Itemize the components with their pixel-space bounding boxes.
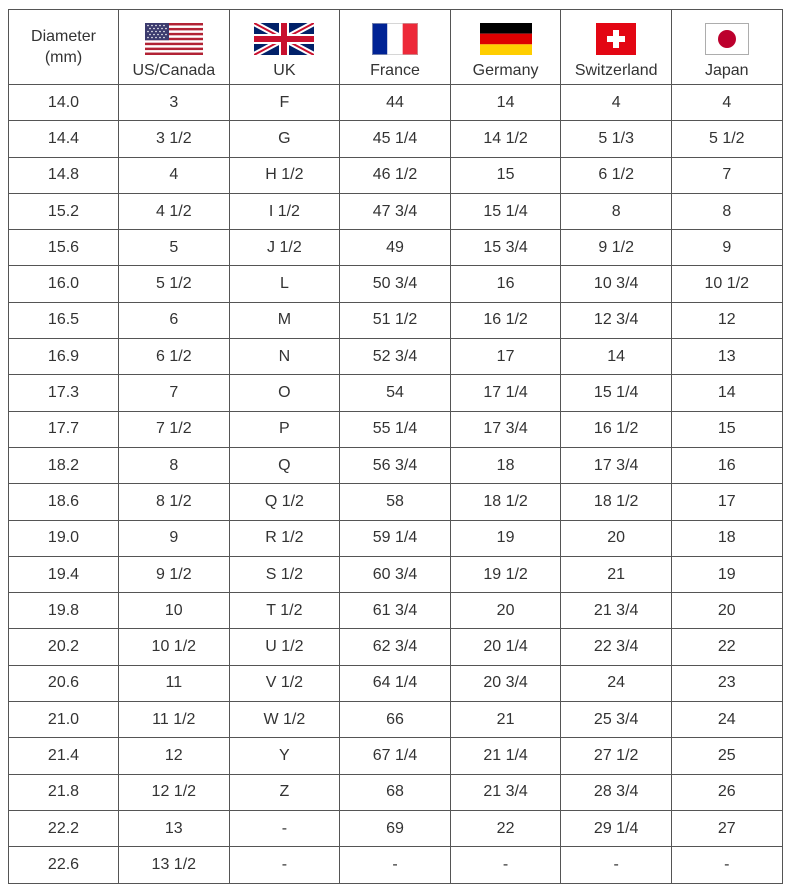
- uk-cell: Q 1/2: [229, 484, 340, 520]
- germany-cell: 17 3/4: [450, 411, 561, 447]
- japan-cell: 23: [671, 665, 782, 701]
- us-canada-label: US/Canada: [132, 62, 216, 79]
- us-canada-cell: 9: [119, 520, 230, 556]
- france-cell: 49: [340, 230, 451, 266]
- switzerland-cell: 27 1/2: [561, 738, 672, 774]
- diameter-cell: 16.9: [9, 339, 119, 375]
- switzerland-cell: 12 3/4: [561, 302, 672, 338]
- japan-cell: 24: [671, 702, 782, 738]
- diameter-cell: 14.8: [9, 157, 119, 193]
- uk-cell: Z: [229, 774, 340, 810]
- japan-cell: 26: [671, 774, 782, 810]
- japan-cell: 22: [671, 629, 782, 665]
- us-canada-cell: 13: [119, 810, 230, 846]
- us-canada-cell: 10: [119, 593, 230, 629]
- germany-cell: 20 1/4: [450, 629, 561, 665]
- germany-header: [450, 10, 561, 85]
- diameter-cell: 17.3: [9, 375, 119, 411]
- uk-cell: N: [229, 339, 340, 375]
- france-flag-icon: [372, 23, 418, 55]
- germany-cell: 16: [450, 266, 561, 302]
- japan-cell: -: [671, 847, 782, 883]
- germany-cell: 20: [450, 593, 561, 629]
- uk-cell: M: [229, 302, 340, 338]
- japan-cell: 12: [671, 302, 782, 338]
- diameter-cell: 19.4: [9, 556, 119, 592]
- germany-cell: 17: [450, 339, 561, 375]
- france-cell: 67 1/4: [340, 738, 451, 774]
- uk-cell: W 1/2: [229, 702, 340, 738]
- diameter-cell: 20.2: [9, 629, 119, 665]
- france-cell: 46 1/2: [340, 157, 451, 193]
- japan-cell: 4: [671, 85, 782, 121]
- diameter-cell: 14.4: [9, 121, 119, 157]
- uk-cell: T 1/2: [229, 593, 340, 629]
- diameter-cell: 17.7: [9, 411, 119, 447]
- switzerland-cell: 20: [561, 520, 672, 556]
- diameter-header: [9, 10, 119, 85]
- diameter-cell: 16.0: [9, 266, 119, 302]
- france-cell: 54: [340, 375, 451, 411]
- switzerland-cell: 6 1/2: [561, 157, 672, 193]
- france-cell: 52 3/4: [340, 339, 451, 375]
- germany-cell: 14 1/2: [450, 121, 561, 157]
- switzerland-cell: 21 3/4: [561, 593, 672, 629]
- uk-cell: I 1/2: [229, 193, 340, 229]
- table-row: [9, 556, 783, 592]
- diameter-cell: 16.5: [9, 302, 119, 338]
- france-cell: 59 1/4: [340, 520, 451, 556]
- germany-cell: 15: [450, 157, 561, 193]
- japan-cell: 5 1/2: [671, 121, 782, 157]
- us-flag-icon: [145, 23, 203, 55]
- germany-label: Germany: [472, 62, 539, 79]
- table-row: [9, 85, 783, 121]
- us-canada-cell: 8 1/2: [119, 484, 230, 520]
- diameter-cell: 21.8: [9, 774, 119, 810]
- france-cell: 64 1/4: [340, 665, 451, 701]
- diameter-cell: 15.6: [9, 230, 119, 266]
- table-row: [9, 665, 783, 701]
- switzerland-label: Switzerland: [574, 62, 658, 79]
- us-canada-cell: 6 1/2: [119, 339, 230, 375]
- uk-label: UK: [273, 62, 296, 79]
- germany-cell: 18 1/2: [450, 484, 561, 520]
- us-canada-header: [119, 10, 230, 85]
- table-row: [9, 774, 783, 810]
- table-row: [9, 411, 783, 447]
- france-cell: 60 3/4: [340, 556, 451, 592]
- switzerland-cell: 16 1/2: [561, 411, 672, 447]
- us-canada-cell: 4 1/2: [119, 193, 230, 229]
- japan-cell: 27: [671, 810, 782, 846]
- switzerland-cell: 21: [561, 556, 672, 592]
- diameter-cell: 15.2: [9, 193, 119, 229]
- switzerland-cell: 28 3/4: [561, 774, 672, 810]
- table-row: [9, 121, 783, 157]
- us-canada-cell: 3: [119, 85, 230, 121]
- germany-cell: 22: [450, 810, 561, 846]
- us-canada-cell: 13 1/2: [119, 847, 230, 883]
- us-canada-cell: 7: [119, 375, 230, 411]
- table-row: [9, 847, 783, 883]
- japan-cell: 7: [671, 157, 782, 193]
- us-canada-cell: 7 1/2: [119, 411, 230, 447]
- france-cell: 66: [340, 702, 451, 738]
- uk-flag-icon: [254, 23, 314, 55]
- diameter-cell: 14.0: [9, 85, 119, 121]
- switzerland-cell: 8: [561, 193, 672, 229]
- uk-cell: S 1/2: [229, 556, 340, 592]
- germany-cell: 18: [450, 447, 561, 483]
- diameter-cell: 22.2: [9, 810, 119, 846]
- uk-cell: U 1/2: [229, 629, 340, 665]
- switzerland-cell: 14: [561, 339, 672, 375]
- france-cell: -: [340, 847, 451, 883]
- switzerland-flag-icon: [596, 23, 636, 55]
- us-canada-cell: 12: [119, 738, 230, 774]
- japan-cell: 19: [671, 556, 782, 592]
- us-canada-cell: 12 1/2: [119, 774, 230, 810]
- japan-cell: 8: [671, 193, 782, 229]
- germany-cell: 17 1/4: [450, 375, 561, 411]
- diameter-cell: 18.6: [9, 484, 119, 520]
- japan-cell: 9: [671, 230, 782, 266]
- japan-flag-icon: [705, 23, 749, 55]
- switzerland-cell: 9 1/2: [561, 230, 672, 266]
- table-row: [9, 593, 783, 629]
- us-canada-cell: 4: [119, 157, 230, 193]
- ring-size-table: [8, 9, 783, 884]
- header-row: [9, 10, 783, 85]
- diameter-cell: 19.8: [9, 593, 119, 629]
- france-cell: 58: [340, 484, 451, 520]
- diameter-cell: 20.6: [9, 665, 119, 701]
- switzerland-cell: 5 1/3: [561, 121, 672, 157]
- uk-cell: -: [229, 847, 340, 883]
- germany-cell: 15 3/4: [450, 230, 561, 266]
- table-row: [9, 375, 783, 411]
- diameter-header-line2: (mm): [44, 49, 83, 66]
- table-row: [9, 484, 783, 520]
- us-canada-cell: 9 1/2: [119, 556, 230, 592]
- us-canada-cell: 11: [119, 665, 230, 701]
- germany-cell: 16 1/2: [450, 302, 561, 338]
- france-cell: 55 1/4: [340, 411, 451, 447]
- us-canada-cell: 11 1/2: [119, 702, 230, 738]
- us-canada-cell: 5 1/2: [119, 266, 230, 302]
- table-row: [9, 193, 783, 229]
- table-row: [9, 230, 783, 266]
- uk-cell: F: [229, 85, 340, 121]
- table-row: [9, 447, 783, 483]
- uk-cell: -: [229, 810, 340, 846]
- diameter-cell: 21.4: [9, 738, 119, 774]
- japan-cell: 14: [671, 375, 782, 411]
- germany-cell: 15 1/4: [450, 193, 561, 229]
- france-cell: 44: [340, 85, 451, 121]
- table-row: [9, 702, 783, 738]
- japan-cell: 18: [671, 520, 782, 556]
- uk-cell: G: [229, 121, 340, 157]
- diameter-cell: 21.0: [9, 702, 119, 738]
- switzerland-cell: 4: [561, 85, 672, 121]
- france-cell: 50 3/4: [340, 266, 451, 302]
- switzerland-cell: 24: [561, 665, 672, 701]
- japan-cell: 16: [671, 447, 782, 483]
- table-row: [9, 339, 783, 375]
- switzerland-cell: 29 1/4: [561, 810, 672, 846]
- diameter-header-line1: Diameter: [31, 28, 96, 45]
- germany-cell: 19: [450, 520, 561, 556]
- germany-cell: 21 1/4: [450, 738, 561, 774]
- japan-cell: 15: [671, 411, 782, 447]
- uk-cell: P: [229, 411, 340, 447]
- japan-cell: 20: [671, 593, 782, 629]
- table-row: [9, 810, 783, 846]
- germany-cell: 20 3/4: [450, 665, 561, 701]
- france-cell: 61 3/4: [340, 593, 451, 629]
- table-row: [9, 629, 783, 665]
- uk-cell: Q: [229, 447, 340, 483]
- france-label: France: [370, 62, 420, 79]
- us-canada-cell: 3 1/2: [119, 121, 230, 157]
- germany-cell: 14: [450, 85, 561, 121]
- table-row: [9, 520, 783, 556]
- japan-cell: 10 1/2: [671, 266, 782, 302]
- uk-cell: L: [229, 266, 340, 302]
- us-canada-cell: 10 1/2: [119, 629, 230, 665]
- table-row: [9, 738, 783, 774]
- switzerland-cell: 22 3/4: [561, 629, 672, 665]
- germany-cell: -: [450, 847, 561, 883]
- uk-cell: R 1/2: [229, 520, 340, 556]
- france-cell: 62 3/4: [340, 629, 451, 665]
- switzerland-cell: 25 3/4: [561, 702, 672, 738]
- uk-cell: J 1/2: [229, 230, 340, 266]
- france-header: [340, 10, 451, 85]
- table-body: [9, 85, 783, 884]
- france-cell: 56 3/4: [340, 447, 451, 483]
- switzerland-cell: 18 1/2: [561, 484, 672, 520]
- japan-cell: 17: [671, 484, 782, 520]
- japan-cell: 25: [671, 738, 782, 774]
- switzerland-header: [561, 10, 672, 85]
- france-cell: 47 3/4: [340, 193, 451, 229]
- switzerland-cell: -: [561, 847, 672, 883]
- uk-cell: O: [229, 375, 340, 411]
- japan-cell: 13: [671, 339, 782, 375]
- table-row: [9, 266, 783, 302]
- diameter-cell: 22.6: [9, 847, 119, 883]
- us-canada-cell: 8: [119, 447, 230, 483]
- uk-cell: Y: [229, 738, 340, 774]
- us-canada-cell: 5: [119, 230, 230, 266]
- switzerland-cell: 15 1/4: [561, 375, 672, 411]
- table-row: [9, 302, 783, 338]
- uk-cell: H 1/2: [229, 157, 340, 193]
- us-canada-cell: 6: [119, 302, 230, 338]
- france-cell: 69: [340, 810, 451, 846]
- france-cell: 68: [340, 774, 451, 810]
- germany-flag-icon: [480, 23, 532, 55]
- diameter-cell: 18.2: [9, 447, 119, 483]
- france-cell: 51 1/2: [340, 302, 451, 338]
- germany-cell: 21 3/4: [450, 774, 561, 810]
- switzerland-cell: 10 3/4: [561, 266, 672, 302]
- germany-cell: 21: [450, 702, 561, 738]
- uk-cell: V 1/2: [229, 665, 340, 701]
- table-row: [9, 157, 783, 193]
- germany-cell: 19 1/2: [450, 556, 561, 592]
- uk-header: [229, 10, 340, 85]
- france-cell: 45 1/4: [340, 121, 451, 157]
- japan-header: [671, 10, 782, 85]
- diameter-cell: 19.0: [9, 520, 119, 556]
- switzerland-cell: 17 3/4: [561, 447, 672, 483]
- japan-label: Japan: [704, 62, 749, 79]
